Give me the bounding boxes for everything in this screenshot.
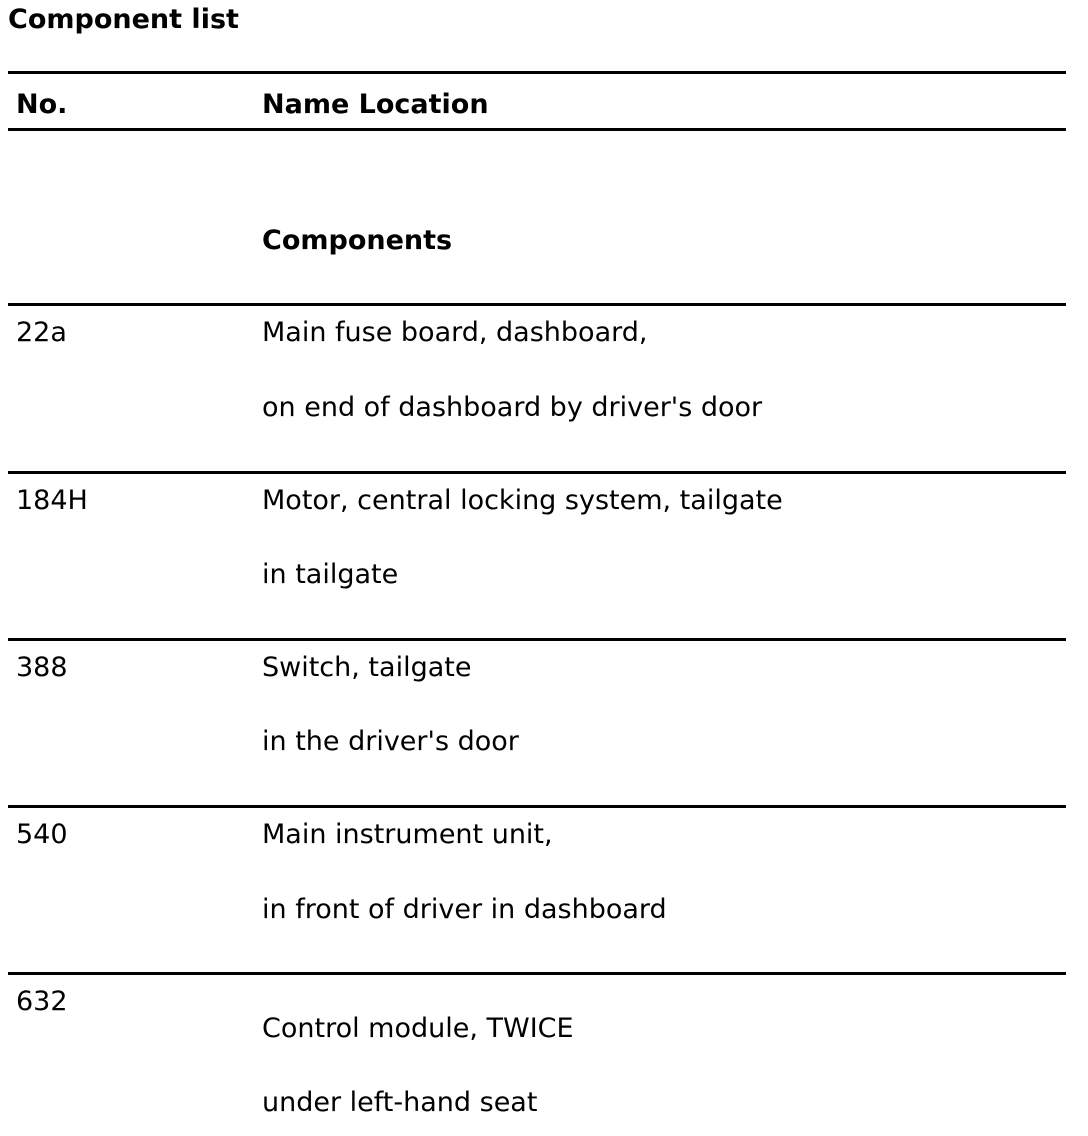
row-name: Control module, TWICE — [262, 1013, 574, 1044]
column-header-name-location: Name Location — [262, 89, 489, 120]
row-name: Switch, tailgate — [262, 652, 472, 683]
column-header-no: No. — [16, 89, 68, 120]
row-divider — [8, 972, 1066, 975]
row-number: 540 — [16, 819, 68, 850]
row-location: in tailgate — [262, 559, 399, 590]
row-name: Main fuse board, dashboard, — [262, 317, 648, 348]
table-top-rule — [8, 71, 1066, 74]
row-divider — [8, 303, 1066, 306]
row-number: 184H — [16, 485, 88, 516]
header-bottom-rule — [8, 128, 1066, 131]
row-location: on end of dashboard by driver's door — [262, 392, 763, 423]
row-name: Main instrument unit, — [262, 819, 553, 850]
section-label: Components — [262, 225, 453, 256]
row-name: Motor, central locking system, tailgate — [262, 485, 783, 516]
row-divider — [8, 471, 1066, 474]
row-number: 388 — [16, 652, 68, 683]
row-divider — [8, 805, 1066, 808]
row-number: 632 — [16, 986, 68, 1017]
row-location: in the driver's door — [262, 726, 519, 757]
row-number: 22a — [16, 317, 67, 348]
row-location: in front of driver in dashboard — [262, 894, 667, 925]
row-location: under left-hand seat — [262, 1087, 538, 1118]
page-title: Component list — [8, 4, 239, 35]
row-divider — [8, 638, 1066, 641]
